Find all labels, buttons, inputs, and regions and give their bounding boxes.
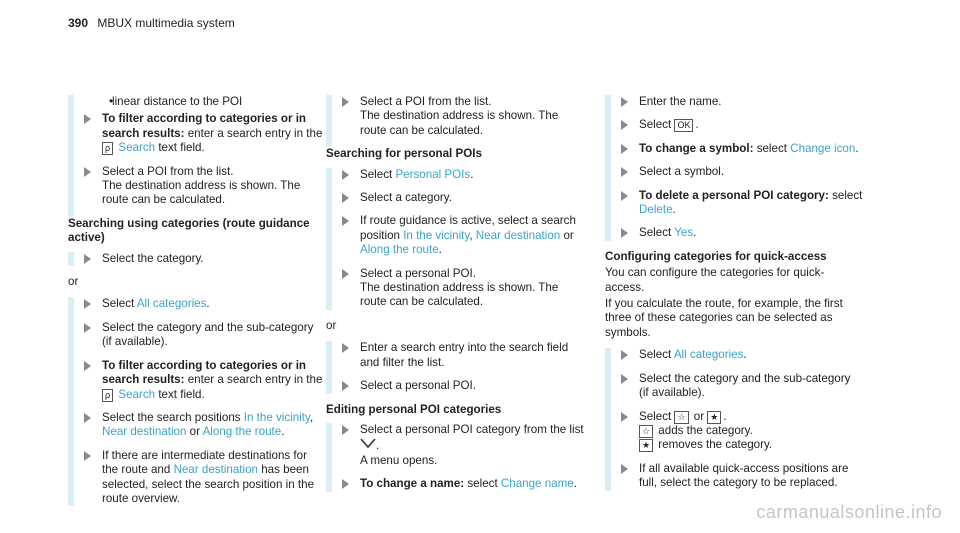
step-text: . <box>672 203 676 217</box>
step-text: or <box>560 228 574 242</box>
step-arrow-icon <box>342 216 349 226</box>
step-item <box>68 359 326 402</box>
section-heading: Editing personal POI categories <box>326 402 502 416</box>
step-arrow-icon <box>621 350 628 360</box>
step-text: enter a search entry in the <box>184 126 323 140</box>
step-text: Select <box>639 118 675 132</box>
step-text: select <box>753 141 791 155</box>
step-bold: To delete a personal POI category: <box>639 188 829 202</box>
step-arrow-icon <box>342 269 349 279</box>
step-text: select <box>828 188 863 202</box>
step-arrow-icon <box>621 97 628 107</box>
step-arrow-icon <box>84 323 91 333</box>
menu-link-near-destination[interactable]: Near destination <box>475 228 561 242</box>
step-item <box>605 142 863 156</box>
step-item <box>326 168 584 182</box>
step-text: Select the category and the sub-category (if available). <box>639 371 851 400</box>
step-text: or <box>186 425 203 439</box>
menu-link-delete[interactable]: Delete <box>639 203 673 217</box>
menu-link-in-the-vicinity[interactable]: In the vicinity <box>243 410 310 424</box>
step-bold: To change a name: <box>360 477 465 491</box>
step-item <box>326 95 584 138</box>
step-text: . <box>573 477 577 491</box>
step-item <box>605 226 863 240</box>
section-heading: Searching for personal POIs <box>326 147 482 161</box>
step-item <box>326 477 584 491</box>
step-item <box>68 252 326 266</box>
step-item <box>605 189 863 218</box>
column-2 <box>326 95 584 501</box>
step-result: adds the category. <box>655 423 753 437</box>
paragraph: You can configure the categories for quick-access. <box>605 266 825 294</box>
step-text: Select a POI from the list. <box>102 164 234 178</box>
or-separator: or <box>68 275 79 289</box>
step-arrow-icon <box>342 343 349 353</box>
step-text: . <box>693 226 697 240</box>
step-text: . <box>438 243 442 257</box>
or-separator: or <box>326 318 337 332</box>
step-text: Select a personal POI. <box>360 266 476 280</box>
step-arrow-icon <box>621 120 628 130</box>
menu-link-near-destination[interactable]: Near destination <box>102 425 187 439</box>
star-filled-icon: ★ <box>639 439 653 452</box>
page-header <box>68 16 235 30</box>
step-text: Select <box>639 348 674 362</box>
step-text: , <box>309 410 314 424</box>
step-item <box>326 341 584 370</box>
step-item <box>68 321 326 350</box>
step-text: enter a search entry in the <box>184 373 323 387</box>
bullet-dot: • <box>109 95 114 108</box>
step-result: The destination address is shown. The route can be calculated. <box>102 179 301 207</box>
step-arrow-icon <box>621 167 628 177</box>
column-3 <box>605 95 863 500</box>
step-item <box>68 449 326 507</box>
step-bold: To filter according to categories or in search results: <box>102 358 306 387</box>
step-item <box>605 165 863 179</box>
step-item <box>605 462 863 491</box>
step-item <box>68 112 326 155</box>
step-text: text field. <box>155 387 205 401</box>
step-arrow-icon <box>84 167 91 177</box>
step-text: If there are intermediate destinations for the route and <box>102 448 307 477</box>
step-text: If all available quick-access positions are full, select the category to be replaced. <box>639 461 849 490</box>
step-text: . <box>281 425 285 439</box>
step-arrow-icon <box>84 114 91 124</box>
step-arrow-icon <box>621 464 628 474</box>
menu-link-yes[interactable]: Yes <box>674 226 694 240</box>
step-item <box>326 191 584 205</box>
search-icon: ρ <box>102 389 113 402</box>
step-text: Select a category. <box>360 191 452 205</box>
menu-link-change-icon[interactable]: Change icon <box>790 141 856 155</box>
star-outline-icon: ☆ <box>674 411 688 424</box>
menu-link-in-the-vicinity[interactable]: In the vicinity <box>403 228 470 242</box>
step-arrow-icon <box>342 97 349 107</box>
step-item <box>605 348 863 362</box>
step-text: has been selected, select the search position in the route overview. <box>102 463 315 505</box>
menu-link-personal-pois[interactable]: Personal POIs <box>395 167 471 181</box>
step-text: Enter the name. <box>639 95 722 108</box>
step-text: . <box>743 348 747 362</box>
step-item <box>326 214 584 257</box>
step-arrow-icon <box>84 254 91 264</box>
step-item <box>605 118 863 132</box>
step-arrow-icon <box>621 228 628 238</box>
step-text: . <box>855 141 859 155</box>
step-result: The destination address is shown. The route can be calculated. <box>360 109 559 137</box>
step-arrow-icon <box>84 361 91 371</box>
step-arrow-icon <box>621 412 628 422</box>
bullet-text: linear distance to the POI <box>112 95 243 108</box>
step-item <box>326 379 584 393</box>
step-arrow-icon <box>342 193 349 203</box>
step-text: . <box>206 297 210 311</box>
step-item: Select a personal POI category from the list . A menu opens. <box>326 423 584 468</box>
step-result: removes the category. <box>655 438 773 452</box>
step-item <box>68 297 326 311</box>
star-outline-icon: ☆ <box>639 425 653 438</box>
star-filled-icon: ★ <box>707 411 721 424</box>
step-arrow-icon <box>342 381 349 391</box>
step-text: text field. <box>155 141 205 155</box>
step-result: A menu opens. <box>360 453 438 467</box>
step-arrow-icon <box>342 425 349 435</box>
step-text: Select a personal POI. <box>360 379 476 393</box>
section-heading: Configuring categories for quick-access <box>605 249 827 263</box>
step-arrow-icon <box>342 479 349 489</box>
step-text: . <box>470 167 474 181</box>
step-text: Select the category. <box>102 251 204 265</box>
step-item <box>68 411 326 440</box>
menu-link-all-categories[interactable]: All categories <box>136 297 207 311</box>
step-result: The destination address is shown. The route can be calculated. <box>360 281 559 309</box>
step-text: select <box>464 477 501 491</box>
ok-icon: OK <box>674 119 693 132</box>
menu-link-along-the-route[interactable]: Along the route <box>202 425 282 439</box>
step-text: , <box>469 228 476 242</box>
step-item <box>326 267 584 310</box>
bullet-item <box>68 95 326 109</box>
step-item <box>68 165 326 208</box>
step-arrow-icon <box>342 170 349 180</box>
page-number: 390 <box>68 16 89 30</box>
step-arrow-icon <box>621 374 628 384</box>
step-text: Select a personal POI category from the list <box>360 422 584 436</box>
step-text: Select the search positions <box>102 410 244 424</box>
search-icon: ρ <box>102 142 113 155</box>
paragraph: If you calculate the route, for example, the first three of these categories can be selected as symbols. <box>605 297 843 339</box>
section-heading: Searching using categories (route guidance active) <box>68 216 310 245</box>
step-arrow-icon <box>621 191 628 201</box>
step-text: Select a symbol. <box>639 165 725 179</box>
step-text: or <box>690 409 708 423</box>
step-bold: To filter according to categories or in search results: <box>102 112 306 140</box>
menu-link-along-the-route[interactable]: Along the route <box>360 243 439 257</box>
chevron-down-icon <box>360 437 376 449</box>
step-bold: To change a symbol: <box>639 141 754 155</box>
step-item <box>605 95 863 109</box>
step-arrow-icon <box>84 413 91 423</box>
step-text: Select <box>102 297 137 311</box>
step-text: Select <box>639 409 675 423</box>
menu-link-search[interactable]: Search <box>118 141 156 155</box>
step-text: . <box>723 409 727 423</box>
column-1 <box>68 95 326 515</box>
step-item <box>605 372 863 401</box>
step-arrow-icon <box>84 299 91 309</box>
step-text: . <box>695 118 699 132</box>
step-item <box>605 410 863 453</box>
step-text: Select a POI from the list. <box>360 95 492 108</box>
menu-link-all-categories[interactable]: All categories <box>673 348 744 362</box>
step-text: Select <box>639 226 675 240</box>
watermark: carmanualsonline.info <box>756 502 942 522</box>
menu-link-near-destination[interactable]: Near destination <box>173 463 258 477</box>
step-text: If route guidance is active, select a search position <box>360 214 576 242</box>
menu-link-search[interactable]: Search <box>118 387 156 401</box>
step-text: Select <box>360 167 396 181</box>
step-text: Select the category and the sub-category (if available). <box>102 320 314 349</box>
section-title: MBUX multimedia system <box>97 16 235 30</box>
step-text: Enter a search entry into the search field and filter the list. <box>360 341 569 369</box>
step-arrow-icon <box>84 451 91 461</box>
menu-link-change-name[interactable]: Change name <box>500 477 574 491</box>
step-arrow-icon <box>621 144 628 154</box>
